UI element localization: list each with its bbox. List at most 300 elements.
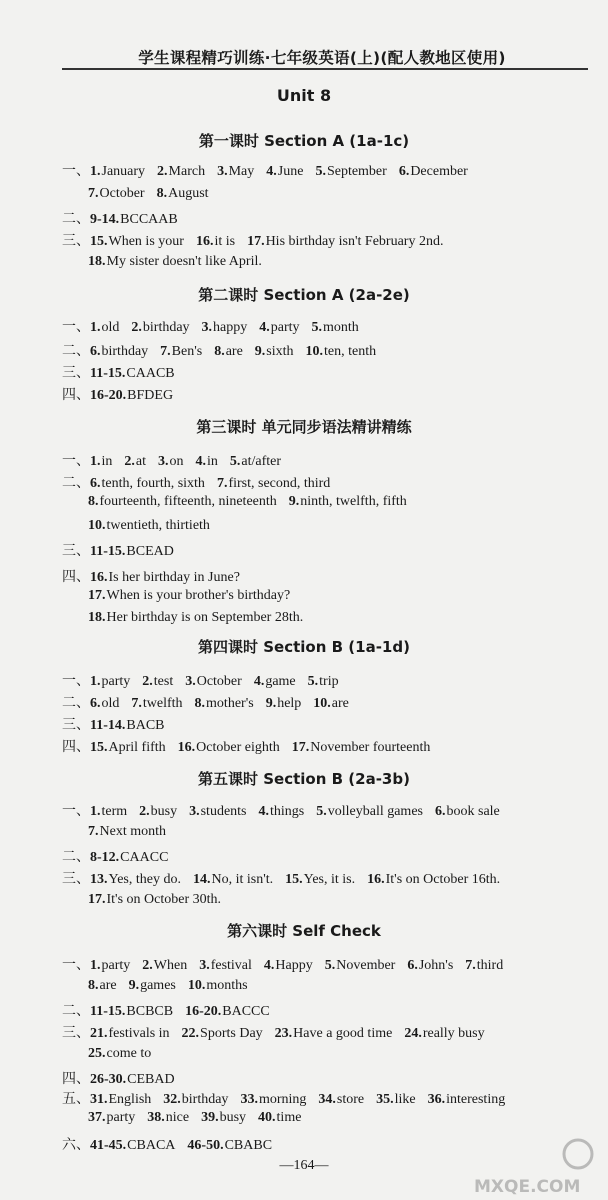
question-number: 38.	[147, 1110, 165, 1125]
answer-item	[308, 674, 339, 689]
question-number: 33.	[240, 1092, 258, 1107]
part-marker: 六、	[62, 1138, 90, 1153]
answer-item	[306, 344, 377, 359]
answer-item	[255, 344, 294, 359]
question-number: 34.	[318, 1092, 336, 1107]
answer-item	[312, 320, 359, 335]
answer-text: Sports Day	[200, 1026, 263, 1041]
answer-line	[62, 954, 515, 974]
question-number: 1.	[90, 164, 101, 179]
answer-item	[88, 978, 117, 993]
answer-item	[376, 1092, 416, 1107]
question-number: 16-20.	[185, 1004, 222, 1019]
answer-text: Have a good time	[293, 1026, 393, 1041]
answer-text: January	[101, 164, 146, 179]
running-header: 学生课程精巧训练·七年级英语(上)(配人教地区使用)	[138, 49, 506, 67]
page-number: —164—	[279, 1158, 329, 1173]
answer-item	[88, 1110, 135, 1125]
answer-text: time	[276, 1110, 302, 1125]
answer-text: CBACA	[127, 1138, 176, 1153]
question-number: 8.	[88, 978, 99, 993]
part-marker: 三、	[62, 1026, 90, 1041]
answer-text: things	[270, 804, 305, 819]
answer-item	[90, 1092, 151, 1107]
question-number: 3.	[185, 674, 196, 689]
answer-text: BCEAD	[126, 544, 174, 559]
answer-text: party	[101, 674, 131, 689]
answer-text: busy	[219, 1110, 247, 1125]
question-number: 5.	[324, 958, 336, 973]
answer-text: December	[410, 164, 468, 179]
answer-text: old	[101, 696, 120, 711]
answer-item	[90, 718, 165, 733]
question-number: 21.	[90, 1026, 108, 1041]
answer-item	[88, 186, 145, 201]
answer-text: term	[101, 804, 128, 819]
part-marker: 一、	[62, 804, 90, 819]
answer-text: Her birthday is on September 28th.	[106, 610, 304, 625]
part-marker: 二、	[62, 212, 90, 227]
answer-text: tenth, fourth, sixth	[101, 476, 205, 491]
answer-item	[142, 958, 187, 973]
answer-item	[139, 804, 177, 819]
question-number: 11-14.	[90, 718, 126, 733]
question-number: 2.	[131, 320, 142, 335]
part-marker: 四、	[62, 740, 90, 755]
answer-line	[62, 316, 371, 336]
answer-item	[187, 1138, 272, 1153]
answer-item	[325, 958, 396, 973]
question-number: 3.	[158, 454, 169, 469]
answer-item	[407, 958, 453, 973]
part-marker: 三、	[62, 544, 90, 559]
answer-item	[90, 1004, 173, 1019]
answer-line	[88, 610, 315, 626]
question-number: 5.	[315, 164, 326, 179]
question-number: 18.	[88, 610, 106, 625]
question-number: 8.	[88, 494, 99, 509]
question-number: 3.	[189, 804, 200, 819]
answer-text: at/after	[241, 454, 282, 469]
answer-item	[88, 892, 221, 907]
answer-item	[90, 388, 173, 403]
answer-item	[131, 696, 182, 711]
part-marker: 二、	[62, 476, 90, 491]
question-number: 5.	[229, 454, 241, 469]
answer-text: October	[99, 186, 145, 201]
answer-text: third	[476, 958, 504, 973]
answer-line	[88, 892, 233, 908]
answer-text: March	[168, 164, 206, 179]
part-marker: 四、	[62, 1072, 90, 1087]
question-number: 11-15.	[90, 366, 126, 381]
question-number: 4.	[195, 454, 206, 469]
answer-text: birthday	[101, 344, 149, 359]
answer-item	[259, 804, 305, 819]
answer-text: happy	[213, 320, 248, 335]
watermark-logo	[470, 1134, 600, 1196]
answer-text: sixth	[266, 344, 294, 359]
answer-item	[90, 1072, 175, 1087]
answer-line	[62, 1068, 187, 1088]
answer-text: first, second, third	[228, 476, 331, 491]
answer-item	[196, 234, 235, 249]
answer-line	[62, 800, 512, 820]
answer-item	[428, 1092, 506, 1107]
answer-text: April fifth	[108, 740, 166, 755]
answer-text: His birthday isn't February 2nd.	[265, 234, 444, 249]
answer-text: CBABC	[224, 1138, 273, 1153]
section-title: 第三课时 单元同步语法精讲精练	[196, 418, 412, 436]
answer-line	[62, 540, 186, 560]
answer-item	[90, 234, 184, 249]
question-number: 11-15.	[90, 1004, 126, 1019]
question-number: 35.	[376, 1092, 394, 1107]
question-number: 4.	[253, 674, 265, 689]
answer-text: party	[270, 320, 300, 335]
question-number: 5.	[307, 674, 319, 689]
answer-line	[62, 472, 342, 492]
answer-line	[62, 208, 190, 228]
question-number: 9-14.	[90, 212, 120, 227]
question-number: 32.	[163, 1092, 181, 1107]
answer-text: ninth, twelfth, fifth	[300, 494, 407, 509]
question-number: 22.	[181, 1026, 200, 1041]
part-marker: 一、	[62, 164, 90, 179]
question-number: 23.	[274, 1026, 293, 1041]
question-number: 15.	[90, 740, 108, 755]
question-number: 4.	[258, 804, 269, 819]
answer-item	[163, 1092, 228, 1107]
answer-item	[88, 588, 290, 603]
answer-item	[259, 320, 299, 335]
header-rule	[62, 68, 588, 70]
question-number: 6.	[407, 958, 418, 973]
answer-text: November	[336, 958, 396, 973]
answer-line	[88, 1046, 163, 1062]
answer-item	[230, 454, 281, 469]
answer-text: When is your	[108, 234, 184, 249]
answer-line	[88, 494, 419, 510]
answer-line	[88, 588, 302, 604]
answer-text: Yes, they do.	[108, 872, 181, 887]
answer-item	[189, 804, 246, 819]
answer-line	[62, 450, 293, 470]
answer-item	[88, 824, 166, 839]
answer-item	[254, 674, 296, 689]
answer-item	[313, 696, 349, 711]
part-marker: 二、	[62, 344, 90, 359]
question-number: 13.	[90, 872, 108, 887]
answer-text: festivals in	[108, 1026, 170, 1041]
part-marker: 二、	[62, 1004, 90, 1019]
question-number: 9.	[128, 978, 140, 993]
answer-text: October	[196, 674, 242, 689]
answer-text: at	[135, 454, 146, 469]
answer-text: book sale	[446, 804, 500, 819]
answer-item	[129, 978, 176, 993]
section-title: 第五课时 Section B (2a-3b)	[198, 770, 410, 788]
question-number: 10.	[305, 344, 324, 359]
answer-item	[214, 344, 243, 359]
question-number: 1.	[90, 804, 101, 819]
answer-item	[124, 454, 146, 469]
question-number: 5.	[311, 320, 323, 335]
answer-text: My sister doesn't like April.	[106, 254, 262, 269]
answer-item	[199, 958, 252, 973]
answer-item	[275, 1026, 393, 1041]
part-marker: 三、	[62, 718, 90, 733]
answer-line	[62, 670, 351, 690]
answer-text: morning	[258, 1092, 307, 1107]
question-number: 16.	[195, 234, 214, 249]
answer-item	[266, 164, 303, 179]
answer-item	[196, 454, 218, 469]
answer-text: are	[99, 978, 117, 993]
answer-item	[88, 518, 210, 533]
question-number: 17.	[291, 740, 310, 755]
question-number: 2.	[139, 804, 150, 819]
question-number: 10.	[88, 518, 106, 533]
question-number: 7.	[465, 958, 476, 973]
answer-item	[285, 872, 355, 887]
answer-item	[90, 804, 127, 819]
answer-item	[264, 958, 313, 973]
answer-text: Yes, it is.	[303, 872, 356, 887]
part-marker: 二、	[62, 850, 90, 865]
part-marker: 五、	[62, 1092, 90, 1107]
answer-item	[90, 958, 130, 973]
question-number: 4.	[263, 958, 275, 973]
answer-text: in	[101, 454, 113, 469]
unit-title: Unit 8	[276, 86, 332, 105]
answer-item	[160, 344, 202, 359]
answer-text: John's	[418, 958, 454, 973]
answer-item	[266, 696, 302, 711]
answer-text: twelfth	[142, 696, 183, 711]
answer-line	[62, 1088, 517, 1108]
answer-item	[195, 696, 254, 711]
answer-text: test	[153, 674, 174, 689]
answer-item	[90, 1138, 175, 1153]
answer-text: November fourteenth	[310, 740, 431, 755]
answer-text: CAACB	[126, 366, 175, 381]
question-number: 1.	[90, 958, 101, 973]
question-number: 1.	[90, 320, 101, 335]
answer-item	[318, 1092, 364, 1107]
question-number: 3.	[199, 958, 210, 973]
answer-item	[90, 454, 112, 469]
answer-item	[90, 320, 119, 335]
question-number: 11-15.	[90, 544, 126, 559]
answer-text: CEBAD	[127, 1072, 175, 1087]
answer-text: Happy	[275, 958, 313, 973]
answer-item	[399, 164, 468, 179]
question-number: 4.	[266, 164, 277, 179]
answer-line	[88, 518, 222, 534]
question-number: 8.	[156, 186, 168, 201]
answer-item	[182, 1026, 263, 1041]
answer-item	[157, 164, 205, 179]
answer-item	[247, 234, 443, 249]
answer-text: months	[206, 978, 248, 993]
question-number: 41-45.	[90, 1138, 127, 1153]
question-number: 40.	[258, 1110, 276, 1125]
question-number: 16.	[177, 740, 196, 755]
answer-text: Is her birthday in June?	[108, 570, 240, 585]
answer-text: on	[169, 454, 184, 469]
answer-text: BACCC	[222, 1004, 270, 1019]
answer-item	[90, 344, 148, 359]
answer-line	[62, 566, 252, 586]
question-number: 7.	[216, 476, 228, 491]
answer-text: students	[200, 804, 247, 819]
answer-text: game	[265, 674, 296, 689]
answer-text: interesting	[446, 1092, 506, 1107]
answer-text: June	[277, 164, 304, 179]
question-number: 17.	[88, 588, 106, 603]
answer-text: are	[225, 344, 243, 359]
question-number: 17.	[247, 234, 265, 249]
answer-text: BCCAAB	[120, 212, 178, 227]
answer-line	[88, 978, 260, 994]
part-marker: 四、	[62, 570, 90, 585]
answer-text: August	[168, 186, 209, 201]
answer-item	[90, 850, 168, 865]
question-number: 3.	[201, 320, 213, 335]
answer-text: busy	[150, 804, 178, 819]
section-title: 第一课时 Section A (1a-1c)	[198, 132, 410, 150]
answer-item	[316, 804, 423, 819]
answer-item	[217, 476, 330, 491]
answer-item	[404, 1026, 484, 1041]
answer-item	[240, 1092, 306, 1107]
question-number: 15.	[285, 872, 303, 887]
answer-text: in	[207, 454, 218, 469]
answer-text: help	[277, 696, 302, 711]
question-number: 25.	[88, 1046, 106, 1061]
answer-text: party	[106, 1110, 136, 1125]
question-number: 10.	[187, 978, 206, 993]
answer-text: birthday	[142, 320, 190, 335]
question-number: 6.	[90, 696, 101, 711]
answer-line	[62, 230, 455, 250]
answer-item	[131, 320, 189, 335]
answer-item	[88, 610, 303, 625]
answer-item	[178, 740, 280, 755]
answer-text: October eighth	[196, 740, 280, 755]
answer-line	[62, 160, 480, 180]
question-number: 16.	[90, 570, 108, 585]
answer-item	[289, 494, 407, 509]
answer-text: like	[394, 1092, 416, 1107]
question-number: 6.	[90, 476, 101, 491]
question-number: 2.	[142, 958, 153, 973]
question-number: 7.	[160, 344, 171, 359]
question-number: 2.	[157, 164, 168, 179]
answer-text: May	[228, 164, 255, 179]
question-number: 6.	[398, 164, 410, 179]
question-number: 16.	[367, 872, 385, 887]
answer-text: it is	[214, 234, 236, 249]
answer-text: nice	[165, 1110, 190, 1125]
question-number: 2.	[124, 454, 135, 469]
part-marker: 三、	[62, 234, 90, 249]
answer-text: games	[140, 978, 176, 993]
answer-line	[62, 1022, 497, 1042]
answer-item	[367, 872, 500, 887]
answer-line	[62, 340, 388, 360]
question-number: 8-12.	[90, 850, 120, 865]
answer-item	[90, 570, 240, 585]
answer-item	[158, 454, 184, 469]
answer-text: fourteenth, fifteenth, nineteenth	[99, 494, 277, 509]
answer-item	[217, 164, 254, 179]
answer-text: mother's	[206, 696, 254, 711]
part-marker: 三、	[62, 872, 90, 887]
answer-line	[88, 254, 274, 270]
part-marker: 一、	[62, 958, 90, 973]
answer-item	[88, 1046, 151, 1061]
answer-text: Next month	[99, 824, 166, 839]
answer-text: volleyball games	[327, 804, 423, 819]
answer-text: BCBCB	[126, 1004, 174, 1019]
question-number: 39.	[201, 1110, 219, 1125]
question-number: 26-30.	[90, 1072, 127, 1087]
question-number: 31.	[90, 1092, 108, 1107]
answer-item	[185, 1004, 270, 1019]
answer-item	[88, 254, 262, 269]
question-number: 3.	[217, 164, 228, 179]
answer-item	[157, 186, 209, 201]
answer-item	[193, 872, 273, 887]
question-number: 4.	[259, 320, 270, 335]
question-number: 6.	[435, 804, 446, 819]
answer-text: It's on October 16th.	[385, 872, 501, 887]
answer-text: old	[101, 320, 120, 335]
answer-text: It's on October 30th.	[106, 892, 222, 907]
answer-line	[62, 846, 180, 866]
question-number: 2.	[142, 674, 153, 689]
answer-item	[185, 674, 242, 689]
answer-text: birthday	[181, 1092, 229, 1107]
answer-item	[90, 544, 174, 559]
answer-item	[90, 696, 119, 711]
question-number: 15.	[90, 234, 108, 249]
question-number: 46-50.	[187, 1138, 224, 1153]
question-number: 7.	[88, 824, 99, 839]
answer-text: No, it isn't.	[211, 872, 274, 887]
answer-line	[62, 692, 361, 712]
part-marker: 一、	[62, 454, 90, 469]
answer-item	[202, 320, 248, 335]
answer-item	[258, 1110, 301, 1125]
question-number: 1.	[90, 674, 101, 689]
answer-text: English	[108, 1092, 152, 1107]
answer-item	[142, 674, 173, 689]
answer-item	[90, 476, 205, 491]
part-marker: 四、	[62, 388, 90, 403]
section-title: 第六课时 Self Check	[227, 922, 381, 940]
part-marker: 二、	[62, 696, 90, 711]
answer-line	[62, 1000, 282, 1020]
answer-text: Ben's	[171, 344, 203, 359]
answer-text: When	[153, 958, 188, 973]
part-marker: 一、	[62, 674, 90, 689]
answer-text: come to	[106, 1046, 152, 1061]
question-number: 6.	[90, 344, 101, 359]
question-number: 9.	[288, 494, 300, 509]
